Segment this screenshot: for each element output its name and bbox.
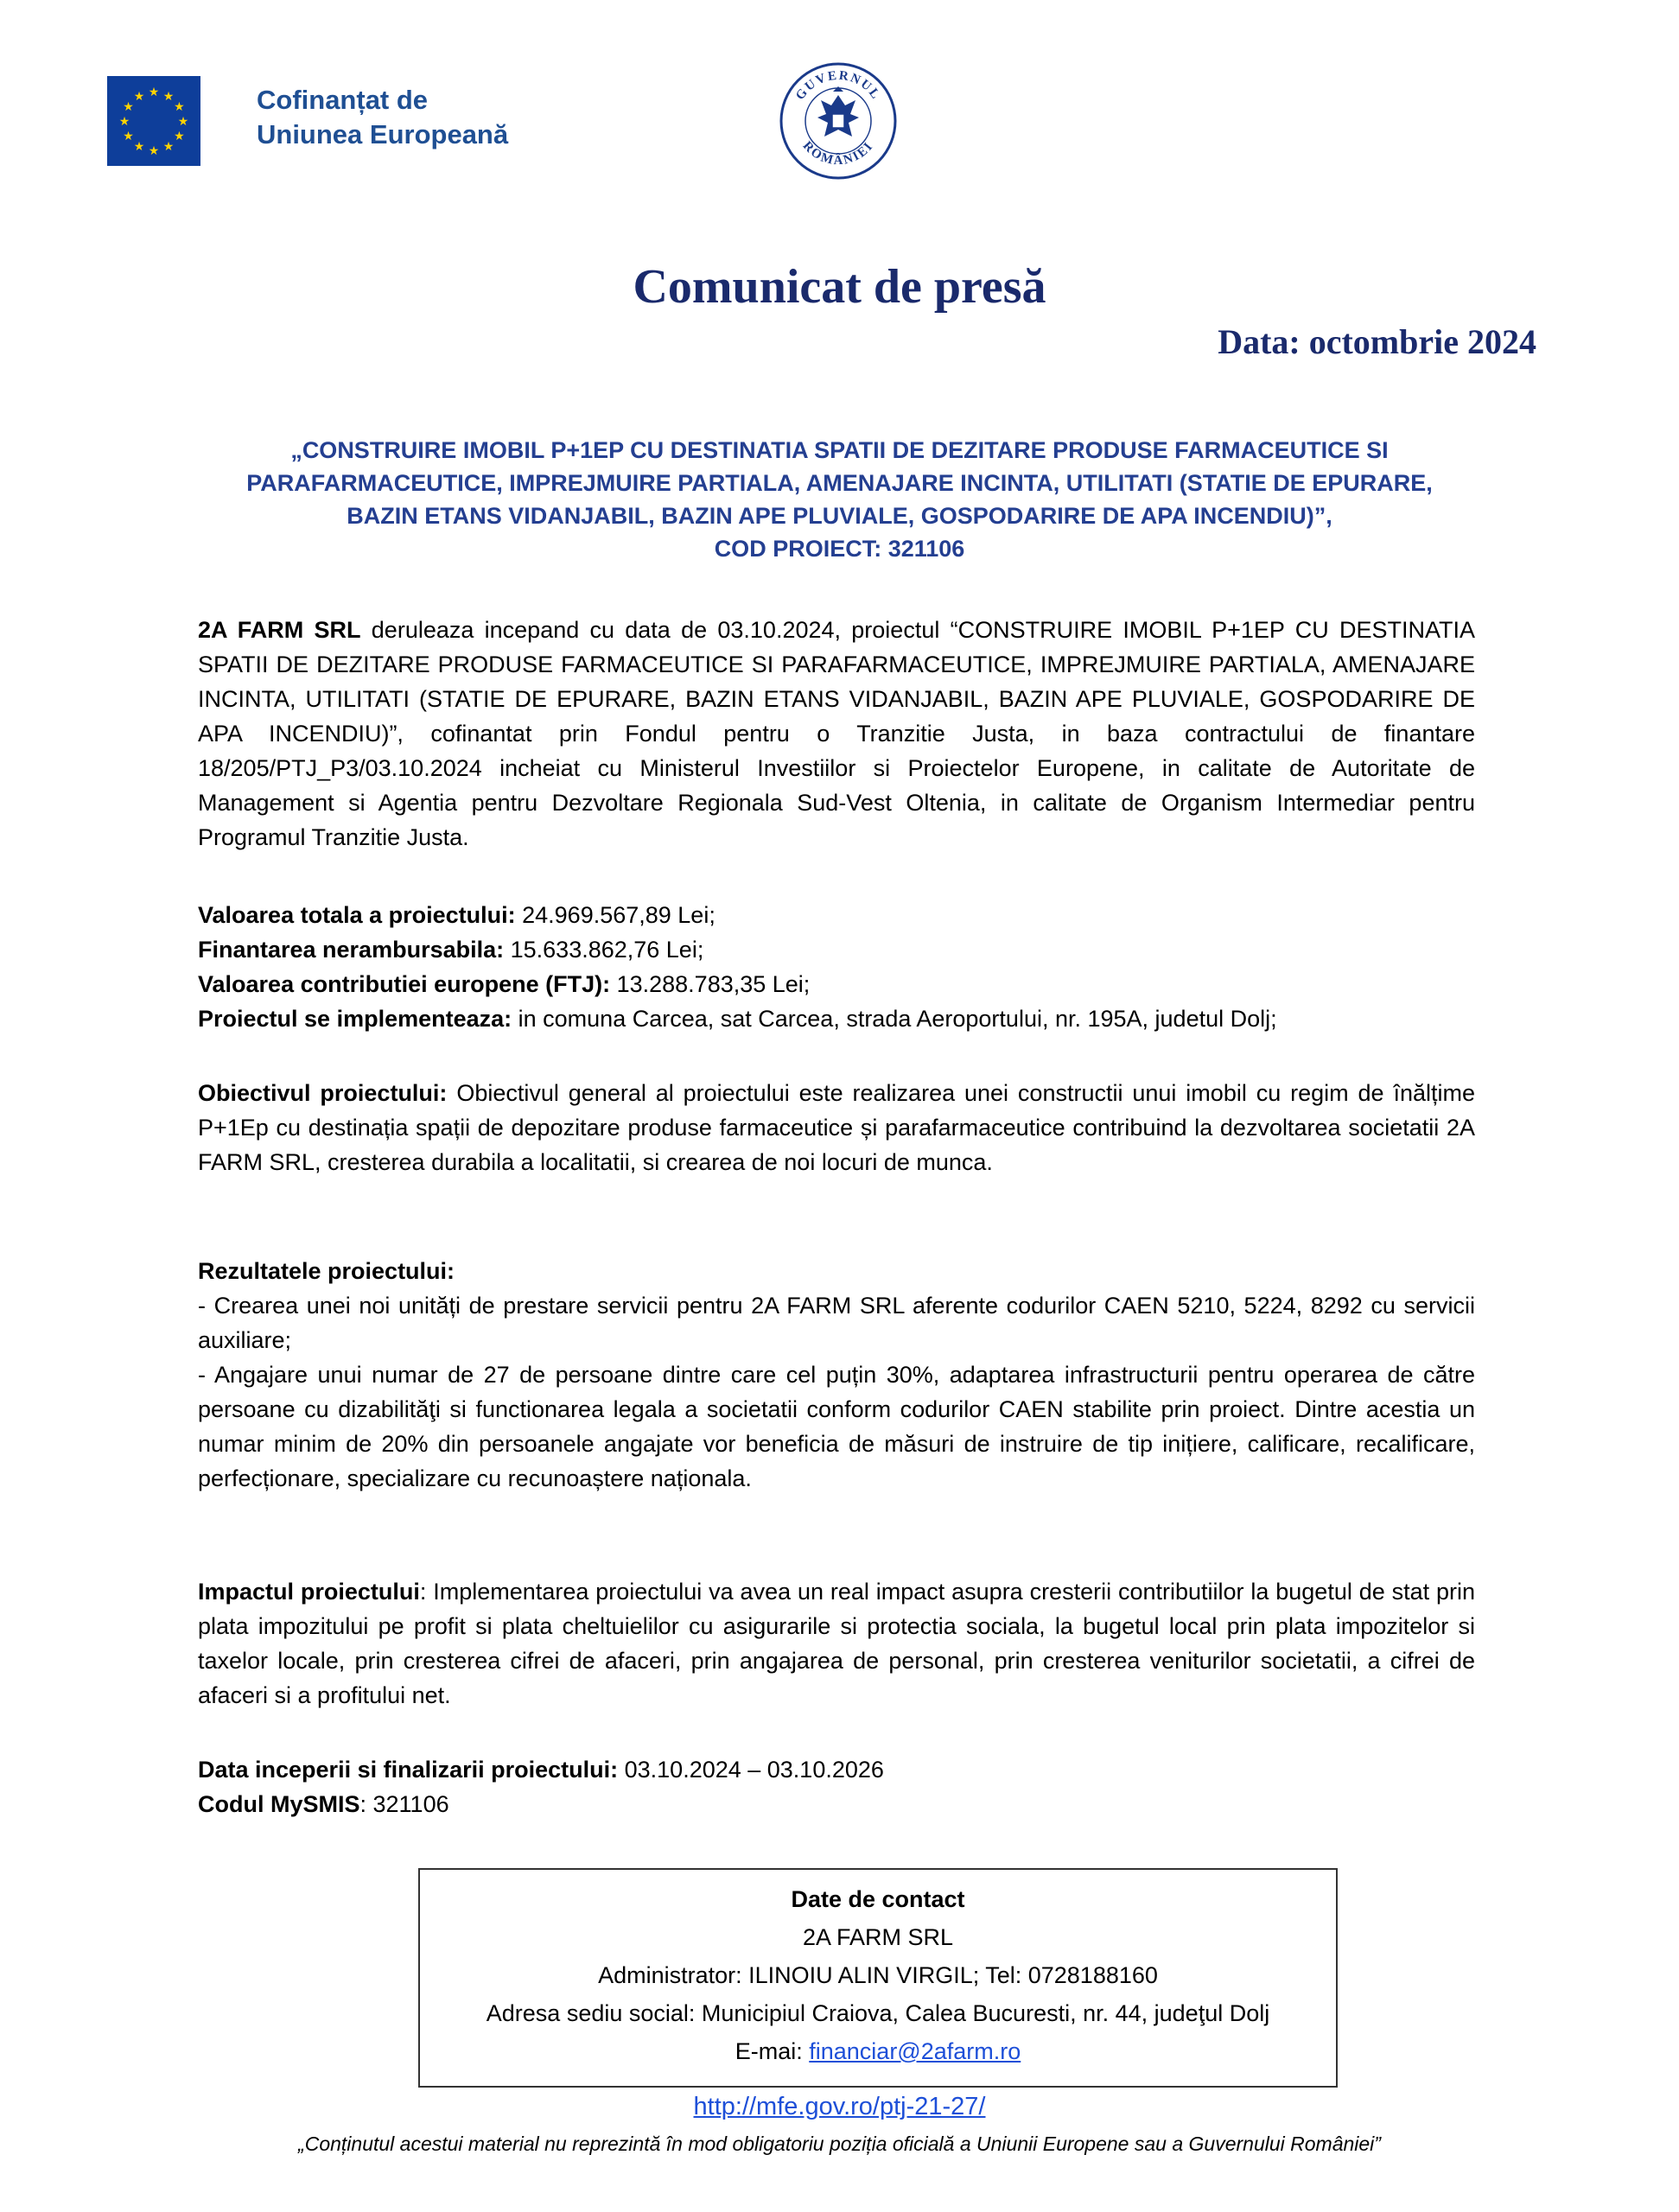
eu-star-icon: ★ — [162, 139, 175, 154]
eu-star-icon: ★ — [118, 114, 130, 128]
objective-text: Obiectivul general al proiectului este realizarea unei constructii unui imobil cu regim de înălțime P+1Ep cu destinația spații de depozitare produse farmaceutice și parafarmaceutice contribuind la dezvoltarea societatii 2A FARM SRL, cresterea durabila a localitatii, si crearea de noi locuri de munca. — [198, 1080, 1476, 1175]
project-title-line1: „CONSTRUIRE IMOBIL P+1EP CU DESTINATIA SPATII DE DEZITARE PRODUSE FARMACEUTICE SI — [290, 437, 1389, 463]
impact-label: Impactul proiectului — [198, 1579, 420, 1605]
total-value-row — [198, 898, 1475, 932]
government-seal-icon — [778, 60, 899, 181]
eu-star-icon: ★ — [174, 129, 185, 143]
eu-star-icon: ★ — [148, 85, 160, 99]
dates-section — [198, 1752, 1475, 1821]
eu-contribution-label: Valoarea contributiei europene (FTJ): — [198, 971, 611, 997]
eu-star-icon: ★ — [177, 114, 189, 128]
project-title — [173, 434, 1506, 565]
dates-label: Data inceperii si finalizarii proiectului: — [198, 1757, 619, 1783]
nonref-row — [198, 932, 1475, 967]
total-value: 24.969.567,89 Lei; — [515, 902, 715, 928]
eu-flag-logo — [107, 76, 200, 166]
implementation-label: Proiectul se implementeaza: — [198, 1006, 512, 1032]
impact-text: : Implementarea proiectului va avea un real impact asupra cresterii contributiilor la bugetul de stat prin plata impozitului pe profit si plata cheltuielilor cu asigurarile si protectia sociala, la bugetul local prin plata impozitelor si taxelor locale, prin cresterea cifrei de afaceri, prin angajarea de personal, prin cresterea veniturilor societatii, a cifrei de afaceri si a profitului net. — [198, 1579, 1476, 1708]
mysmis-label: Codul MySMIS — [198, 1791, 360, 1817]
nonref-label: Finantarea nerambursabila: — [198, 937, 505, 963]
total-value-label: Valoarea totala a proiectului: — [198, 902, 516, 928]
results-section — [198, 1254, 1475, 1496]
intro-paragraph — [198, 613, 1475, 855]
eu-text-line2: Uniunea Europeană — [257, 119, 509, 149]
objective-label: Obiectivul proiectului: — [198, 1080, 448, 1106]
implementation-value: in comuna Carcea, sat Carcea, strada Aeroportului, nr. 195A, judetul Dolj; — [512, 1006, 1277, 1032]
page-title: Comunicat de presă — [633, 260, 1046, 314]
disclaimer: „Conținutul acestui material nu reprezintă în mod obligatoriu poziția oficială a Uniunii Europene sau a Guvernului României” — [298, 2133, 1381, 2155]
intro-text: deruleaza incepand cu data de 03.10.2024, proiectul “CONSTRUIRE IMOBIL P+1EP CU DESTINATIA SPATII DE DEZITARE PRODUSE FARMACEUTICE SI PARAFARMACEUTICE, IMPREJMUIRE PARTIALA, AMENAJARE INCINTA, UTILITATI (STATIE DE EPURARE, BAZIN ETANS VIDANJABIL, BAZIN APE PLUVIALE, GOSPODARIRE DE APA INCENDIU)”, cofinantat prin Fondul pentru o Tranzitie Justa, in baza contractului de finantare 18/205/PTJ_P3/03.10.2024 incheiat cu Ministerul Investiilor si Proiectelor Europene, in calitate de Autoritate de Management si Agentia pentru Dezvoltare Regionala Sud-Vest Oltenia, in calitate de Organism Intermediar pentru Programul Tranzitie Justa. — [198, 617, 1475, 850]
eu-star-icon: ★ — [123, 129, 134, 143]
contact-heading: Date de contact — [791, 1886, 965, 1912]
mysmis-row — [198, 1787, 1475, 1821]
impact-paragraph — [198, 1574, 1475, 1713]
eu-star-icon: ★ — [133, 88, 145, 103]
eu-star-icon: ★ — [162, 88, 175, 103]
results-label: Rezultatele proiectului: — [198, 1258, 455, 1284]
seal-text-bottom: ROMÂNIEI — [799, 138, 877, 168]
project-values — [198, 898, 1475, 1036]
dates-value: 03.10.2024 – 03.10.2026 — [618, 1757, 884, 1783]
objective-paragraph — [198, 1076, 1475, 1179]
nonref-value: 15.633.862,76 Lei; — [504, 937, 704, 963]
project-code: COD PROIECT: 321106 — [714, 536, 965, 562]
contact-company: 2A FARM SRL — [802, 1924, 954, 1950]
date-line: Data: octombrie 2024 — [1218, 322, 1536, 361]
eu-contribution-row — [198, 967, 1475, 1001]
dates-row — [198, 1752, 1475, 1787]
contact-admin: Administrator: ILINOIU ALIN VIRGIL; Tel: 0728188160 — [598, 1962, 1158, 1988]
eu-star-icon: ★ — [133, 139, 145, 154]
footer-link[interactable]: http://mfe.gov.ro/ptj-21-27/ — [693, 2093, 986, 2120]
eu-cofinance-text — [257, 83, 508, 152]
contact-box — [418, 1868, 1338, 2088]
results-item-1: - Crearea unei noi unități de prestare servicii pentru 2A FARM SRL aferente codurilor CAEN 5210, 5224, 8292 cu servicii auxiliare; — [198, 1293, 1475, 1353]
implementation-row — [198, 1001, 1475, 1036]
eu-star-icon: ★ — [174, 99, 185, 113]
contact-email-label: E-mai: — [735, 2038, 810, 2064]
eu-star-icon: ★ — [123, 99, 134, 113]
project-title-line2: PARAFARMACEUTICE, IMPREJMUIRE PARTIALA, AMENAJARE INCINTA, UTILITATI (STATIE DE EPURARE, — [246, 470, 1433, 496]
mysmis-value: : 321106 — [359, 1791, 449, 1817]
eu-contribution-value: 13.288.783,35 Lei; — [610, 971, 811, 997]
company-name: 2A FARM SRL — [198, 617, 361, 643]
seal-text-top: GUVERNUL — [793, 68, 883, 103]
eu-text-line1: Cofinanțat de — [257, 85, 429, 115]
eu-star-icon: ★ — [148, 143, 160, 157]
results-item-2: - Angajare unui numar de 27 de persoane dintre care cel puțin 30%, adaptarea infrastructurii pentru operarea de către persoane cu dizabilităţi si functionarea legala a societatii conform codurilor CAEN stabilite prin proiect. Dintre acestia un numar minim de 20% din persoanele angajate vor beneficia de măsuri de instruire de tip inițiere, calificare, recalificare, perfecționare, specializare cu recunoaștere naționala. — [198, 1362, 1475, 1491]
contact-address: Adresa sediu social: Municipiul Craiova, Calea Bucuresti, nr. 44, judeţul Dolj — [486, 2000, 1270, 2026]
contact-email-row — [420, 2032, 1336, 2070]
contact-email-link[interactable]: financiar@2afarm.ro — [809, 2038, 1021, 2064]
project-title-line3: BAZIN ETANS VIDANJABIL, BAZIN APE PLUVIALE, GOSPODARIRE DE APA INCENDIU)”, — [347, 503, 1332, 529]
